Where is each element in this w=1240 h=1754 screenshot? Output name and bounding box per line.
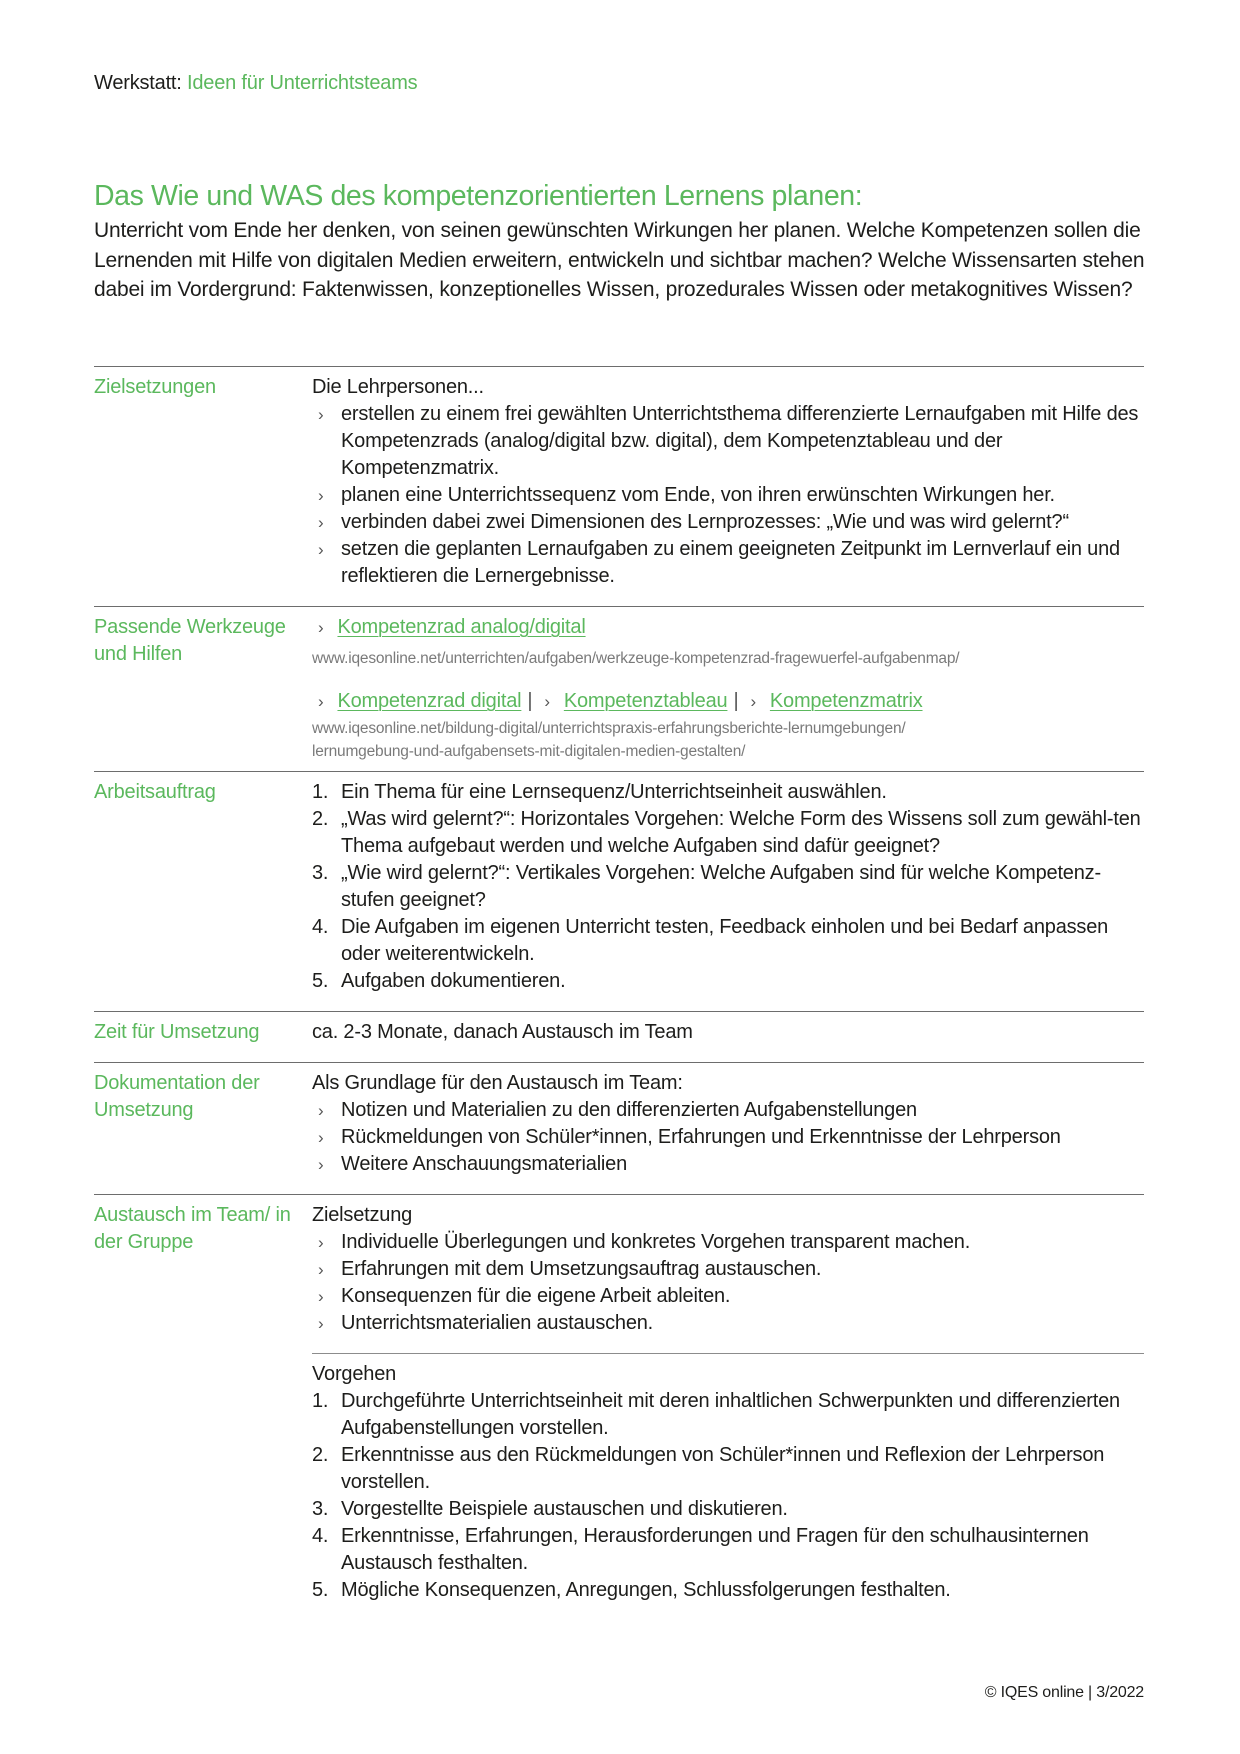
header-section: Ideen für Unterrichtsteams: [187, 72, 418, 94]
list-item: 1. Ein Thema für eine Lernsequenz/Unterrichtseinheit auswählen.: [312, 781, 887, 803]
link-line-2: [312, 688, 1144, 715]
row-zielsetzungen: [94, 366, 1144, 606]
list-item: 5. Mögliche Konsequenzen, Anregungen, Schlussfolgerungen festhalten.: [312, 1579, 951, 1601]
chevron-right-icon: ›: [318, 1155, 324, 1174]
list-item: › setzen die geplanten Lernaufgaben zu einem geeigneten Zeitpunkt im Lernverlauf ein und reflektieren die Lernergebnisse.: [318, 538, 1120, 587]
list-item: › Notizen und Materialien zu den differenzierten Aufgabenstellungen: [312, 1097, 1144, 1124]
header-prefix: Werkstatt:: [94, 72, 182, 94]
bullet-list: [312, 1097, 1144, 1178]
subsection-title: Vorgehen: [312, 1363, 397, 1385]
chevron-right-icon: ›: [318, 1233, 324, 1252]
chevron-right-icon: ›: [750, 692, 756, 711]
chevron-right-icon: ›: [318, 1287, 324, 1306]
chevron-right-icon: ›: [318, 1101, 324, 1120]
lead-text: Die Lehrpersonen...: [312, 376, 484, 398]
link-kompetenzrad-analog-digital[interactable]: Kompetenzrad analog/digital: [337, 616, 586, 638]
list-item: 4. Die Aufgaben im eigenen Unterricht testen, Feedback einholen und bei Bedarf anpassen oder weiterentwickeln.: [312, 916, 1109, 965]
intro-paragraph: Unterricht vom Ende her denken, von seinen gewünschten Wirkungen her planen. Welche Kompetenzen sollen die Lernenden mit Hilfe von digitalen Medien erweitern, entwickeln und sichtbar machen? Welche Wissensarten stehen dabei im Vordergrund: Faktenwissen, konzeptionelles Wissen, prozedurales Wissen oder metakognitives Wissen?: [94, 219, 1145, 301]
row-arbeitsauftrag: [94, 771, 1144, 1011]
page-header: [94, 72, 417, 95]
list-item: › Unterrichtsmaterialien austauschen.: [312, 1310, 1144, 1337]
row-label: Zielsetzungen: [94, 376, 216, 398]
list-item: 1. Durchgeführte Unterrichtseinheit mit deren inhaltlichen Schwerpunkten und differenzierten Aufgabenstellungen vorstellen.: [312, 1390, 1120, 1439]
footer-copyright: © IQES online | 3/2022: [984, 1684, 1144, 1701]
link-line-1: [312, 614, 1144, 641]
list-item: 4. Erkenntnisse, Erfahrungen, Herausforderungen und Fragen für den schulhausinternen Austausch festhalten.: [312, 1525, 1089, 1574]
subsection-title: Zielsetzung: [312, 1204, 413, 1226]
list-item: › Individuelle Überlegungen und konkretes Vorgehen transparent machen.: [312, 1229, 1144, 1256]
list-item: 2. Erkenntnisse aus den Rückmeldungen von Schüler*innen und Reflexion der Lehrperson vorstellen.: [312, 1444, 1105, 1493]
row-content: [312, 1202, 1144, 1604]
chevron-right-icon: ›: [318, 692, 324, 711]
link-kompetenzrad-digital[interactable]: Kompetenzrad digital: [337, 690, 522, 712]
chevron-right-icon: ›: [318, 1128, 324, 1147]
bullet-list: [312, 1229, 1144, 1337]
list-item: 3. Vorgestellte Beispiele austauschen und diskutieren.: [312, 1498, 788, 1520]
row-content: [312, 779, 1144, 995]
row-content: [312, 374, 1144, 590]
row-label: Zeit für Umsetzung: [94, 1021, 260, 1043]
row-werkzeuge: [94, 606, 1144, 771]
row-label: Dokumentation der Umsetzung: [94, 1072, 260, 1121]
chevron-right-icon: ›: [318, 1260, 324, 1279]
numbered-list: [312, 1388, 1144, 1604]
list-item: › planen eine Unterrichtssequenz vom Ende, von ihren erwünschten Wirkungen her.: [312, 482, 1144, 509]
chevron-right-icon: ›: [318, 540, 324, 559]
list-item: 3. „Wie wird gelernt?“: Vertikales Vorgehen: Welche Aufgaben sind für welche Kompetenz-stufen geeignet?: [312, 862, 1101, 911]
url-text: www.iqesonline.net/bildung-digital/unterrichtspraxis-erfahrungsberichte-lernumgebungen/: [312, 720, 906, 737]
url-text: lernumgebung-und-aufgabensets-mit-digitalen-medien-gestalten/: [312, 743, 746, 760]
chevron-right-icon: ›: [318, 618, 324, 637]
content-table: [94, 366, 1144, 1620]
lead-text: Als Grundlage für den Austausch im Team:: [312, 1072, 683, 1094]
page-title: Das Wie und WAS des kompetenzorientierten Lernens planen:: [94, 180, 863, 212]
link-kompetenztableau[interactable]: Kompetenztableau: [563, 690, 728, 712]
subsection-divider: [312, 1353, 1144, 1604]
chevron-right-icon: ›: [318, 513, 324, 532]
numbered-list: [312, 779, 1144, 995]
separator: |: [527, 690, 533, 712]
row-content: ca. 2-3 Monate, danach Austausch im Team: [312, 1021, 693, 1043]
list-item: › Erfahrungen mit dem Umsetzungsauftrag austauschen.: [312, 1256, 1144, 1283]
list-item: › Konsequenzen für die eigene Arbeit ableiten.: [312, 1283, 1144, 1310]
list-item: › Rückmeldungen von Schüler*innen, Erfahrungen und Erkenntnisse der Lehrperson: [312, 1124, 1144, 1151]
list-item: 5. Aufgaben dokumentieren.: [312, 970, 566, 992]
row-content: [312, 1070, 1144, 1178]
list-item: 2. „Was wird gelernt?“: Horizontales Vorgehen: Welche Form des Wissens soll zum gewähl-ten Thema aufgebaut werden und welche Aufgaben sind dafür geeignet?: [312, 808, 1141, 857]
bullet-list: [312, 401, 1144, 590]
row-austausch: [94, 1194, 1144, 1620]
row-label: Austausch im Team/ in der Gruppe: [94, 1204, 291, 1253]
list-item: › verbinden dabei zwei Dimensionen des Lernprozesses: „Wie und was wird gelernt?“: [312, 509, 1144, 536]
chevron-right-icon: ›: [318, 1314, 324, 1333]
row-dokumentation: [94, 1062, 1144, 1194]
chevron-right-icon: ›: [544, 692, 550, 711]
list-item: › erstellen zu einem frei gewählten Unterrichtsthema differenzierte Lernaufgaben mit Hilfe des Kompetenzrads (analog/digital bzw. digital), dem Kompetenztableau und der Kompetenzmatrix.: [318, 403, 1139, 479]
separator: |: [733, 690, 739, 712]
chevron-right-icon: ›: [318, 486, 324, 505]
chevron-right-icon: ›: [318, 405, 324, 424]
list-item: › Weitere Anschauungsmaterialien: [312, 1151, 1144, 1178]
row-content: [312, 614, 1144, 763]
url-text: www.iqesonline.net/unterrichten/aufgaben/werkzeuge-kompetenzrad-fragewuerfel-aufgabenmap/: [312, 650, 960, 667]
row-label: Passende Werkzeuge und Hilfen: [94, 616, 286, 665]
row-zeit: [94, 1011, 1144, 1062]
link-kompetenzmatrix[interactable]: Kompetenzmatrix: [769, 690, 923, 712]
row-label: Arbeitsauftrag: [94, 781, 216, 803]
